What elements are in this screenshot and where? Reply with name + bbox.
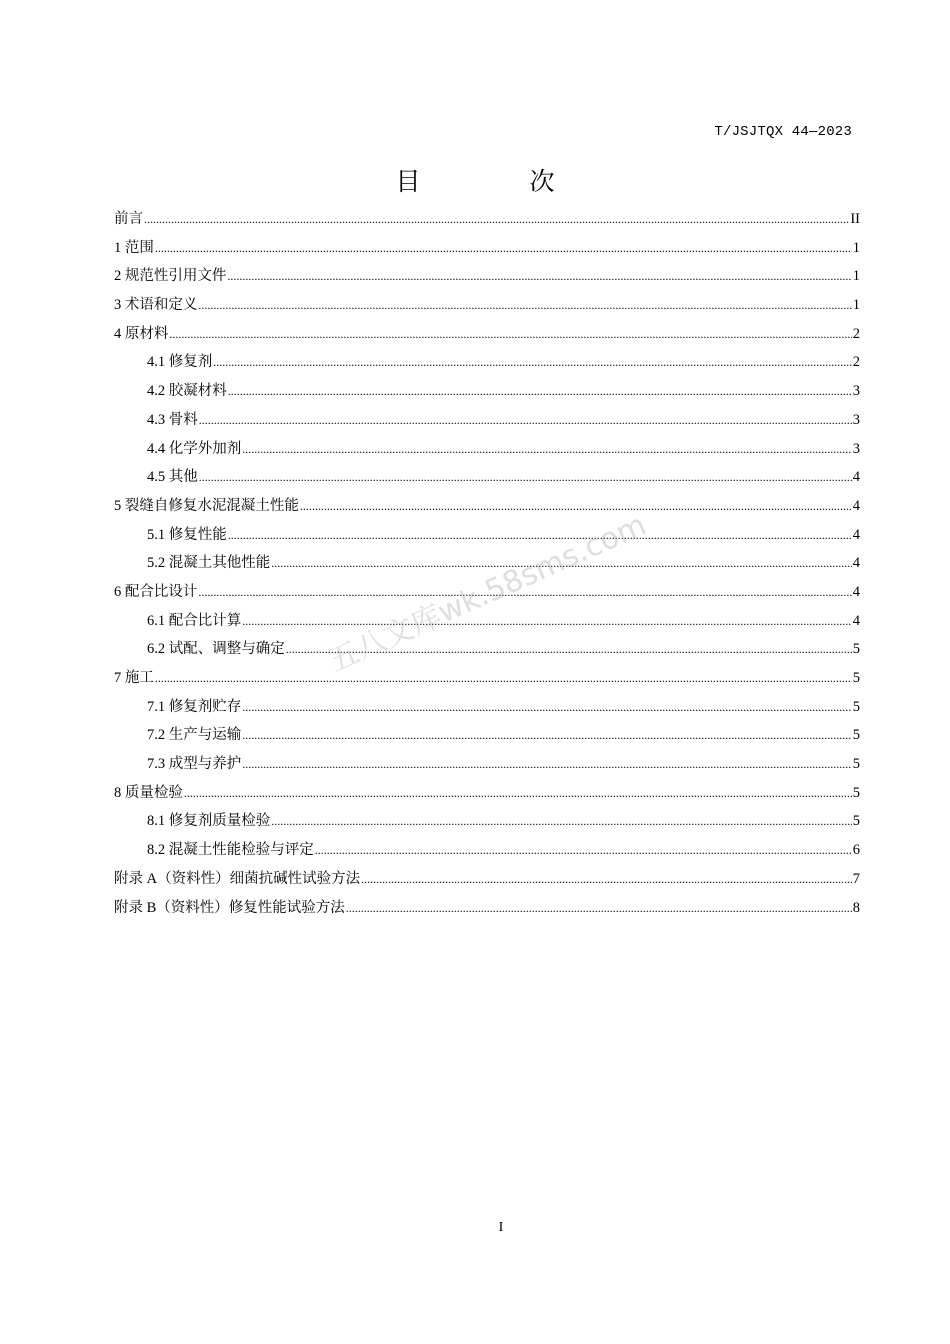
toc-entry[interactable]: [114, 807, 860, 836]
toc-entry-label: 4.1 修复剂: [147, 354, 213, 371]
toc-entry-page: 1: [852, 239, 860, 256]
page-number: I: [498, 1220, 504, 1235]
table-of-contents: [114, 205, 860, 922]
toc-entry[interactable]: [114, 549, 860, 578]
toc-entry-label: 5 裂缝自修复水泥混凝土性能: [114, 497, 299, 514]
toc-entry-page: 5: [852, 756, 860, 773]
toc-leader-dots: [242, 693, 852, 722]
toc-entry-label: 5.1 修复性能: [147, 526, 227, 543]
toc-entry[interactable]: [114, 693, 860, 722]
toc-title: 目 次: [395, 167, 597, 196]
toc-entry-label: 8.1 修复剂质量检验: [147, 813, 271, 830]
toc-entry-label: 7.3 成型与养护: [147, 756, 242, 773]
toc-entry-page: 5: [852, 641, 860, 658]
toc-leader-dots: [271, 549, 852, 578]
toc-leader-dots: [346, 894, 852, 923]
toc-leader-dots: [286, 635, 852, 664]
toc-leader-dots: [199, 463, 852, 492]
standard-code: T/JSJTQX 44—2023: [714, 124, 852, 140]
toc-leader-dots: [361, 865, 852, 894]
toc-entry[interactable]: [114, 320, 860, 349]
toc-entry[interactable]: [114, 234, 860, 263]
toc-entry[interactable]: [114, 291, 860, 320]
toc-leader-dots: [242, 750, 852, 779]
toc-entry-label: 6.2 试配、调整与确定: [147, 641, 285, 658]
toc-leader-dots: [228, 521, 852, 550]
toc-leader-dots: [198, 578, 851, 607]
toc-entry-label: 附录 A（资料性）细菌抗碱性试验方法: [114, 870, 361, 887]
toc-entry-page: 5: [852, 784, 860, 801]
toc-entry-page: 2: [852, 325, 860, 342]
toc-entry[interactable]: [114, 607, 860, 636]
toc-entry-label: 4.5 其他: [147, 469, 198, 486]
toc-entry-label: 6 配合比设计: [114, 583, 198, 600]
toc-leader-dots: [227, 262, 851, 291]
toc-entry[interactable]: [114, 348, 860, 377]
toc-entry-label: 7.1 修复剂贮存: [147, 698, 242, 715]
toc-leader-dots: [169, 320, 851, 349]
toc-entry[interactable]: [114, 750, 860, 779]
toc-entry[interactable]: [114, 406, 860, 435]
toc-entry-page: 5: [852, 670, 860, 686]
toc-entry[interactable]: [114, 836, 860, 865]
toc-entry-page: 4: [852, 526, 860, 543]
toc-entry[interactable]: [114, 664, 860, 693]
toc-leader-dots: [155, 664, 852, 693]
toc-entry-label: 8 质量检验: [114, 784, 183, 801]
toc-leader-dots: [155, 234, 852, 263]
toc-entry-page: II: [850, 211, 860, 227]
toc-leader-dots: [199, 406, 852, 435]
toc-entry-page: 7: [852, 870, 860, 887]
toc-entry-page: 3: [852, 383, 860, 400]
toc-leader-dots: [315, 836, 852, 865]
toc-entry[interactable]: [114, 578, 860, 607]
toc-entry[interactable]: [114, 262, 860, 291]
toc-entry[interactable]: [114, 521, 860, 550]
toc-entry[interactable]: [114, 635, 860, 664]
toc-entry-label: 4.4 化学外加剂: [147, 440, 242, 457]
toc-entry-page: 5: [852, 727, 860, 744]
toc-entry-page: 4: [852, 612, 860, 629]
toc-entry[interactable]: [114, 721, 860, 750]
toc-entry-page: 3: [852, 440, 860, 457]
toc-leader-dots: [242, 607, 852, 636]
toc-entry[interactable]: [114, 435, 860, 464]
toc-entry-page: 6: [852, 842, 860, 859]
toc-entry-page: 4: [852, 497, 860, 514]
toc-leader-dots: [242, 435, 852, 464]
toc-entry-label: 8.2 混凝土性能检验与评定: [147, 842, 314, 859]
toc-entry-label: 6.1 配合比计算: [147, 612, 242, 629]
toc-entry-label: 前言: [114, 211, 143, 227]
toc-entry-page: 4: [852, 583, 860, 600]
toc-entry-label: 5.2 混凝土其他性能: [147, 555, 271, 572]
toc-leader-dots: [271, 807, 852, 836]
toc-entry-page: 5: [852, 698, 860, 715]
toc-entry[interactable]: [114, 205, 860, 234]
toc-entry[interactable]: [114, 463, 860, 492]
toc-entry-label: 4.3 骨料: [147, 411, 198, 428]
toc-entry-page: 8: [852, 899, 860, 916]
toc-leader-dots: [213, 348, 852, 377]
toc-entry-label: 2 规范性引用文件: [114, 268, 227, 285]
watermark: 五八文库wk.58sms.com: [323, 507, 652, 680]
toc-entry-page: 4: [852, 469, 860, 486]
toc-entry[interactable]: [114, 865, 860, 894]
toc-entry[interactable]: [114, 377, 860, 406]
toc-entry-label: 1 范围: [114, 239, 154, 256]
toc-entry-label: 7 施工: [114, 670, 154, 686]
toc-entry-page: 4: [852, 555, 860, 572]
toc-entry-label: 4 原材料: [114, 325, 169, 342]
toc-entry-page: 5: [852, 813, 860, 830]
toc-entry[interactable]: [114, 492, 860, 521]
toc-entry-page: 3: [852, 411, 860, 428]
toc-leader-dots: [300, 492, 852, 521]
toc-leader-dots: [242, 721, 852, 750]
toc-leader-dots: [144, 205, 849, 234]
toc-entry-label: 附录 B（资料性）修复性能试验方法: [114, 899, 345, 916]
toc-entry-page: 2: [852, 354, 860, 371]
toc-leader-dots: [198, 291, 851, 320]
toc-entry-label: 3 术语和定义: [114, 297, 198, 314]
toc-entry-label: 7.2 生产与运输: [147, 727, 242, 744]
toc-entry[interactable]: [114, 894, 860, 923]
toc-leader-dots: [228, 377, 852, 406]
toc-entry-page: 1: [852, 297, 860, 314]
toc-entry-label: 4.2 胶凝材料: [147, 383, 227, 400]
toc-entry-page: 1: [852, 268, 860, 285]
toc-entry[interactable]: [114, 779, 860, 808]
toc-leader-dots: [184, 779, 852, 808]
